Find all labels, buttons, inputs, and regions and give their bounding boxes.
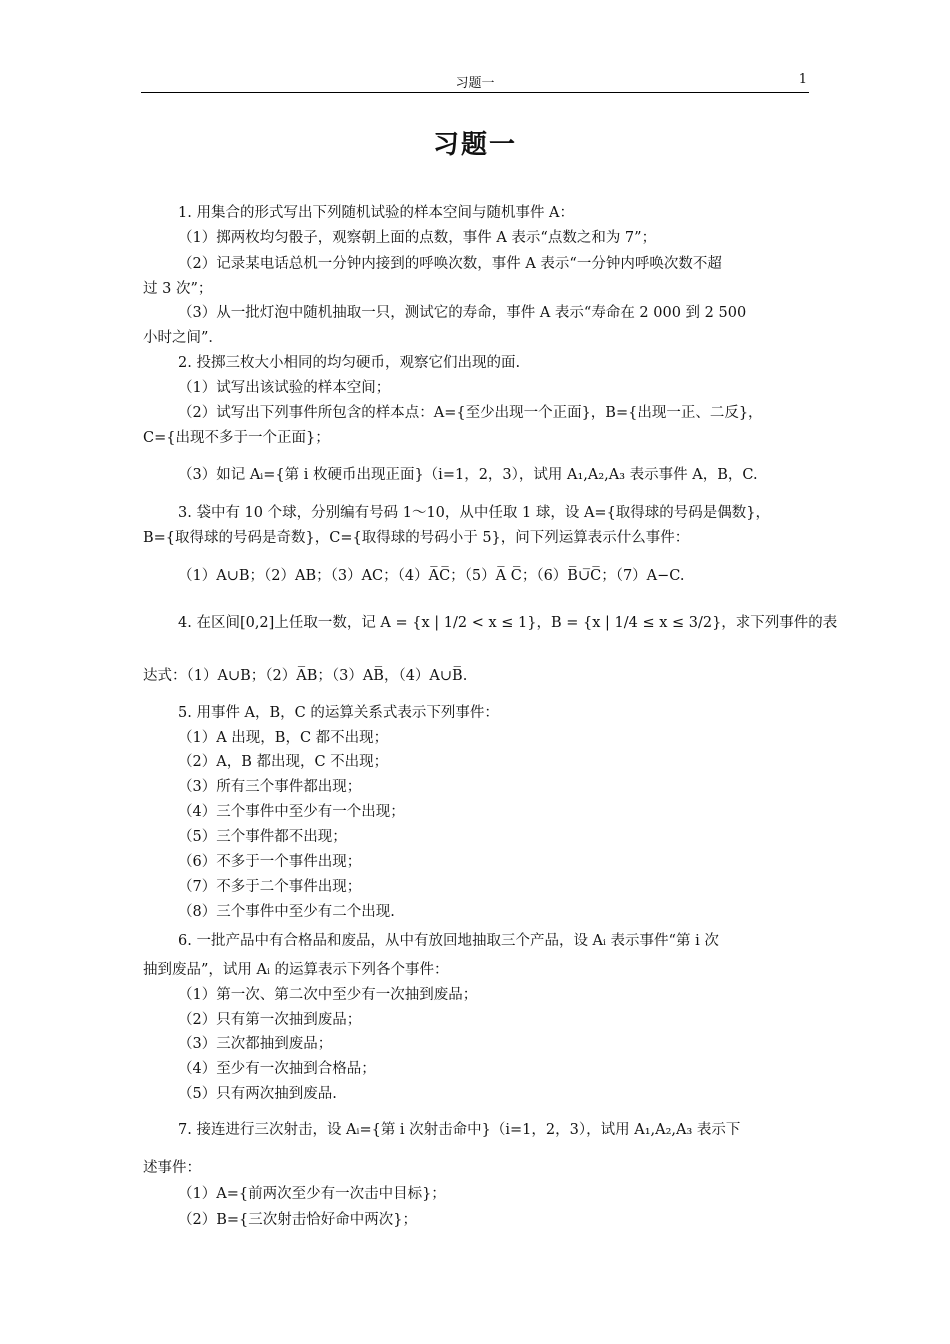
text-line: （8）三个事件中至少有二个出现.: [178, 904, 395, 920]
text-line: （1）A 出现，B，C 都不出现；: [178, 730, 389, 746]
text-line: （6）不多于一个事件出现；: [178, 854, 362, 870]
text-line: （2）记录某电话总机一分钟内接到的呼唤次数，事件 A 表示“一分钟内呼唤次数不超: [178, 256, 722, 272]
text-line: （5）只有两次抽到废品.: [178, 1086, 337, 1102]
text-line: （1）第一次、第二次中至少有一次抽到废品；: [178, 987, 478, 1003]
page-number: 1: [798, 72, 807, 87]
text-line: （2）只有第一次抽到废品；: [178, 1012, 362, 1028]
text-line: 3. 袋中有 10 个球，分别编有号码 1～10，从中任取 1 球，设 A={取得球的号码是偶数}，: [178, 505, 771, 521]
text-line: （2）A，B 都出现，C 不出现；: [178, 754, 389, 770]
text-line: （1）A∪B；（2）AB；（3）AC；（4）A̅C̅；（5）A̅ C̅；（6）B̅∪̅C̅；（7）A−C.: [178, 568, 685, 584]
text-line: 2. 投掷三枚大小相同的均匀硬币，观察它们出现的面.: [178, 355, 521, 371]
page-title: 习题一: [432, 130, 517, 160]
text-line: 7. 接连进行三次射击，设 Aᵢ={第 i 次射击命中}（i=1，2，3），试用 A₁,A₂,A₃ 表示下: [178, 1122, 741, 1138]
text-line: 达式：（1）A∪B；（2）A̅B；（3）AB̅，（4）A∪B̅.: [143, 668, 468, 684]
text-line: 5. 用事件 A，B，C 的运算关系式表示下列事件：: [178, 705, 499, 721]
text-line: （5）三个事件都不出现；: [178, 829, 347, 845]
text-line: 4. 在区间[0,2]上任取一数，记 A = {x | 1/2 < x ≤ 1}，B = {x | 1/4 ≤ x ≤ 3/2}，求下列事件的表: [178, 615, 838, 631]
text-line: C={出现不多于一个正面}；: [143, 430, 330, 446]
text-line: （1）A={前两次至少有一次击中目标}；: [178, 1186, 446, 1202]
text-line: （3）所有三个事件都出现；: [178, 779, 362, 795]
text-line: （2）B={三次射击恰好命中两次}；: [178, 1212, 417, 1228]
text-line: 述事件：: [143, 1160, 201, 1176]
text-line: （3）从一批灯泡中随机抽取一只，测试它的寿命，事件 A 表示“寿命在 2 000 到 2 500: [178, 305, 747, 321]
text-line: B={取得球的号码是奇数}，C={取得球的号码小于 5}，问下列运算表示什么事件：: [143, 530, 690, 546]
text-line: （3）三次都抽到废品；: [178, 1036, 333, 1052]
header-title: 习题一: [455, 76, 495, 91]
text-line: （4）至少有一次抽到合格品；: [178, 1061, 376, 1077]
text-line: （7）不多于二个事件出现；: [178, 879, 362, 895]
text-line: （1）试写出该试验的样本空间；: [178, 380, 391, 396]
text-line: 1. 用集合的形式写出下列随机试验的样本空间与随机事件 A：: [178, 205, 575, 221]
text-line: （2）试写出下列事件所包含的样本点：A={至少出现一个正面}，B={出现一正、二反}，: [178, 405, 763, 421]
text-line: （1）掷两枚均匀骰子，观察朝上面的点数，事件 A 表示“点数之和为 7”；: [178, 230, 657, 246]
text-line: 过 3 次”；: [143, 281, 213, 297]
text-line: 小时之间”．: [143, 330, 223, 346]
text-line: （4）三个事件中至少有一个出现；: [178, 804, 405, 820]
page-header: [141, 70, 809, 93]
text-line: 抽到废品”，试用 Aᵢ 的运算表示下列各个事件：: [143, 962, 449, 978]
text-line: （3）如记 Aᵢ={第 i 枚硬币出现正面}（i=1，2，3），试用 A₁,A₂,A₃ 表示事件 A，B，C.: [178, 467, 758, 483]
text-line: 6. 一批产品中有合格品和废品，从中有放回地抽取三个产品，设 Aᵢ 表示事件“第 i 次: [178, 933, 719, 949]
